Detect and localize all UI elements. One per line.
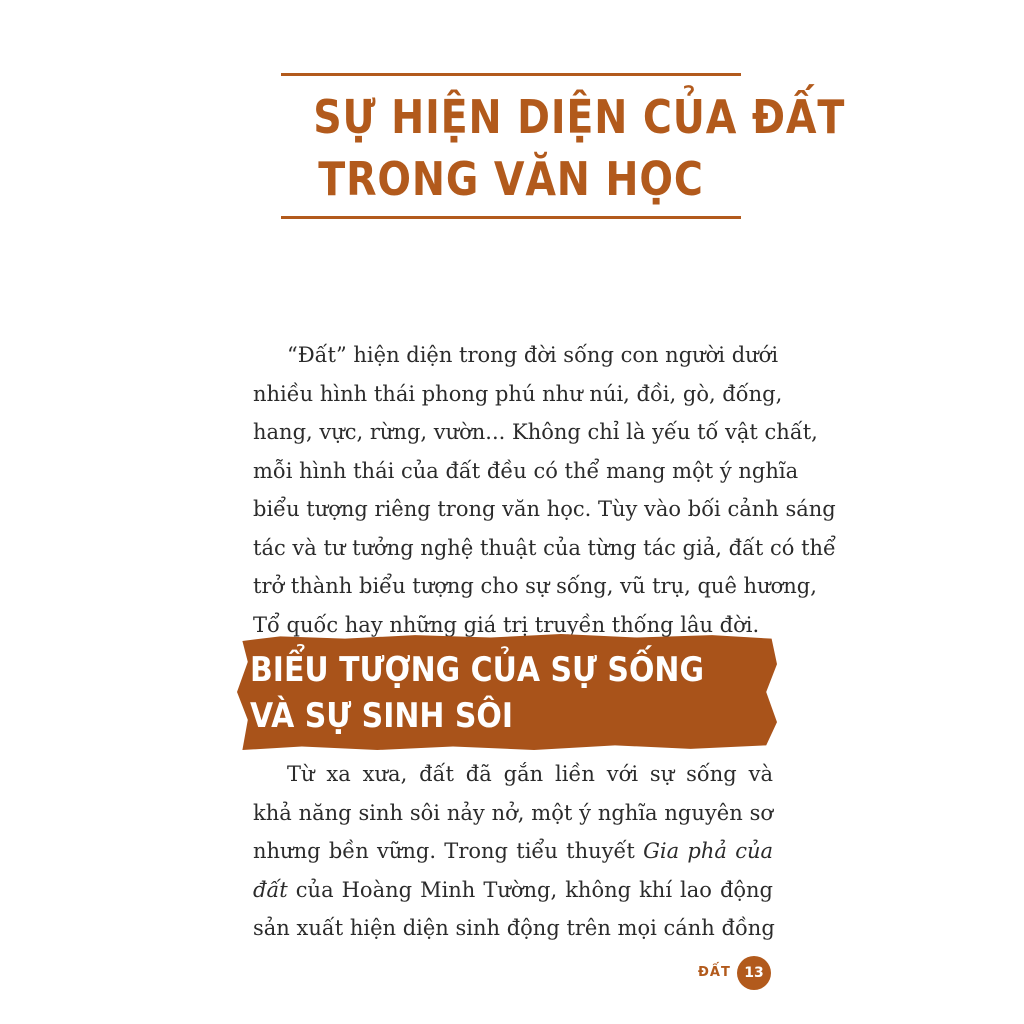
paragraph-line: sản xuất hiện diện sinh động trên mọi cánh đồng — [253, 916, 775, 940]
running-footer-label: ĐẤT — [698, 965, 731, 980]
page-title-line-2: TRONG VĂN HỌC — [318, 152, 704, 206]
section-heading — [250, 647, 708, 739]
page-title — [313, 86, 846, 210]
book-title-part-1: Gia phả của — [643, 839, 774, 863]
title-top-rule — [281, 73, 741, 76]
paragraph-text: của Hoàng Minh Tường, không khí lao động — [287, 877, 773, 902]
paragraph-line: trở thành biểu tượng cho sự sống, vũ trụ, quê hương, — [253, 574, 817, 598]
page-title-line-1: SỰ HIỆN DIỆN CỦA ĐẤT — [313, 90, 846, 144]
book-title-part-2: đất — [253, 877, 288, 902]
paragraph-line: mỗi hình thái của đất đều có thể mang một ý nghĩa — [253, 458, 799, 483]
section-heading-line-2: VÀ SỰ SINH SÔI — [250, 696, 513, 736]
paragraph-text: nhưng bền vững. Trong tiểu thuyết — [253, 839, 644, 863]
paragraph-line: hang, vực, rừng, vườn... Không chỉ là yếu tố vật chất, — [253, 420, 818, 444]
section-paragraph — [253, 755, 773, 948]
paragraph-line: nhiều hình thái phong phú như núi, đồi, gò, đống, — [253, 381, 783, 406]
page-number-badge: 13 — [737, 956, 771, 990]
section-heading-line-1: BIỂU TƯỢNG CỦA SỰ SỐNG — [250, 650, 705, 690]
intro-paragraph — [253, 336, 836, 644]
paragraph-line: Tổ quốc hay những giá trị truyền thống lâu đời. — [253, 612, 760, 637]
paragraph-line: “Đất” hiện diện trong đời sống con người dưới — [287, 343, 779, 367]
paragraph-line: Từ xa xưa, đất đã gắn liền với sự sống và — [287, 762, 773, 786]
paragraph-line: khả năng sinh sôi nảy nở, một ý nghĩa nguyên sơ — [253, 800, 773, 825]
paragraph-line — [253, 871, 773, 910]
title-bottom-rule — [281, 216, 741, 219]
paragraph-line: tác và tư tưởng nghệ thuật của từng tác giả, đất có thể — [253, 535, 836, 560]
paragraph-line: biểu tượng riêng trong văn học. Tùy vào bối cảnh sáng — [253, 497, 836, 521]
paragraph-line — [253, 832, 773, 871]
